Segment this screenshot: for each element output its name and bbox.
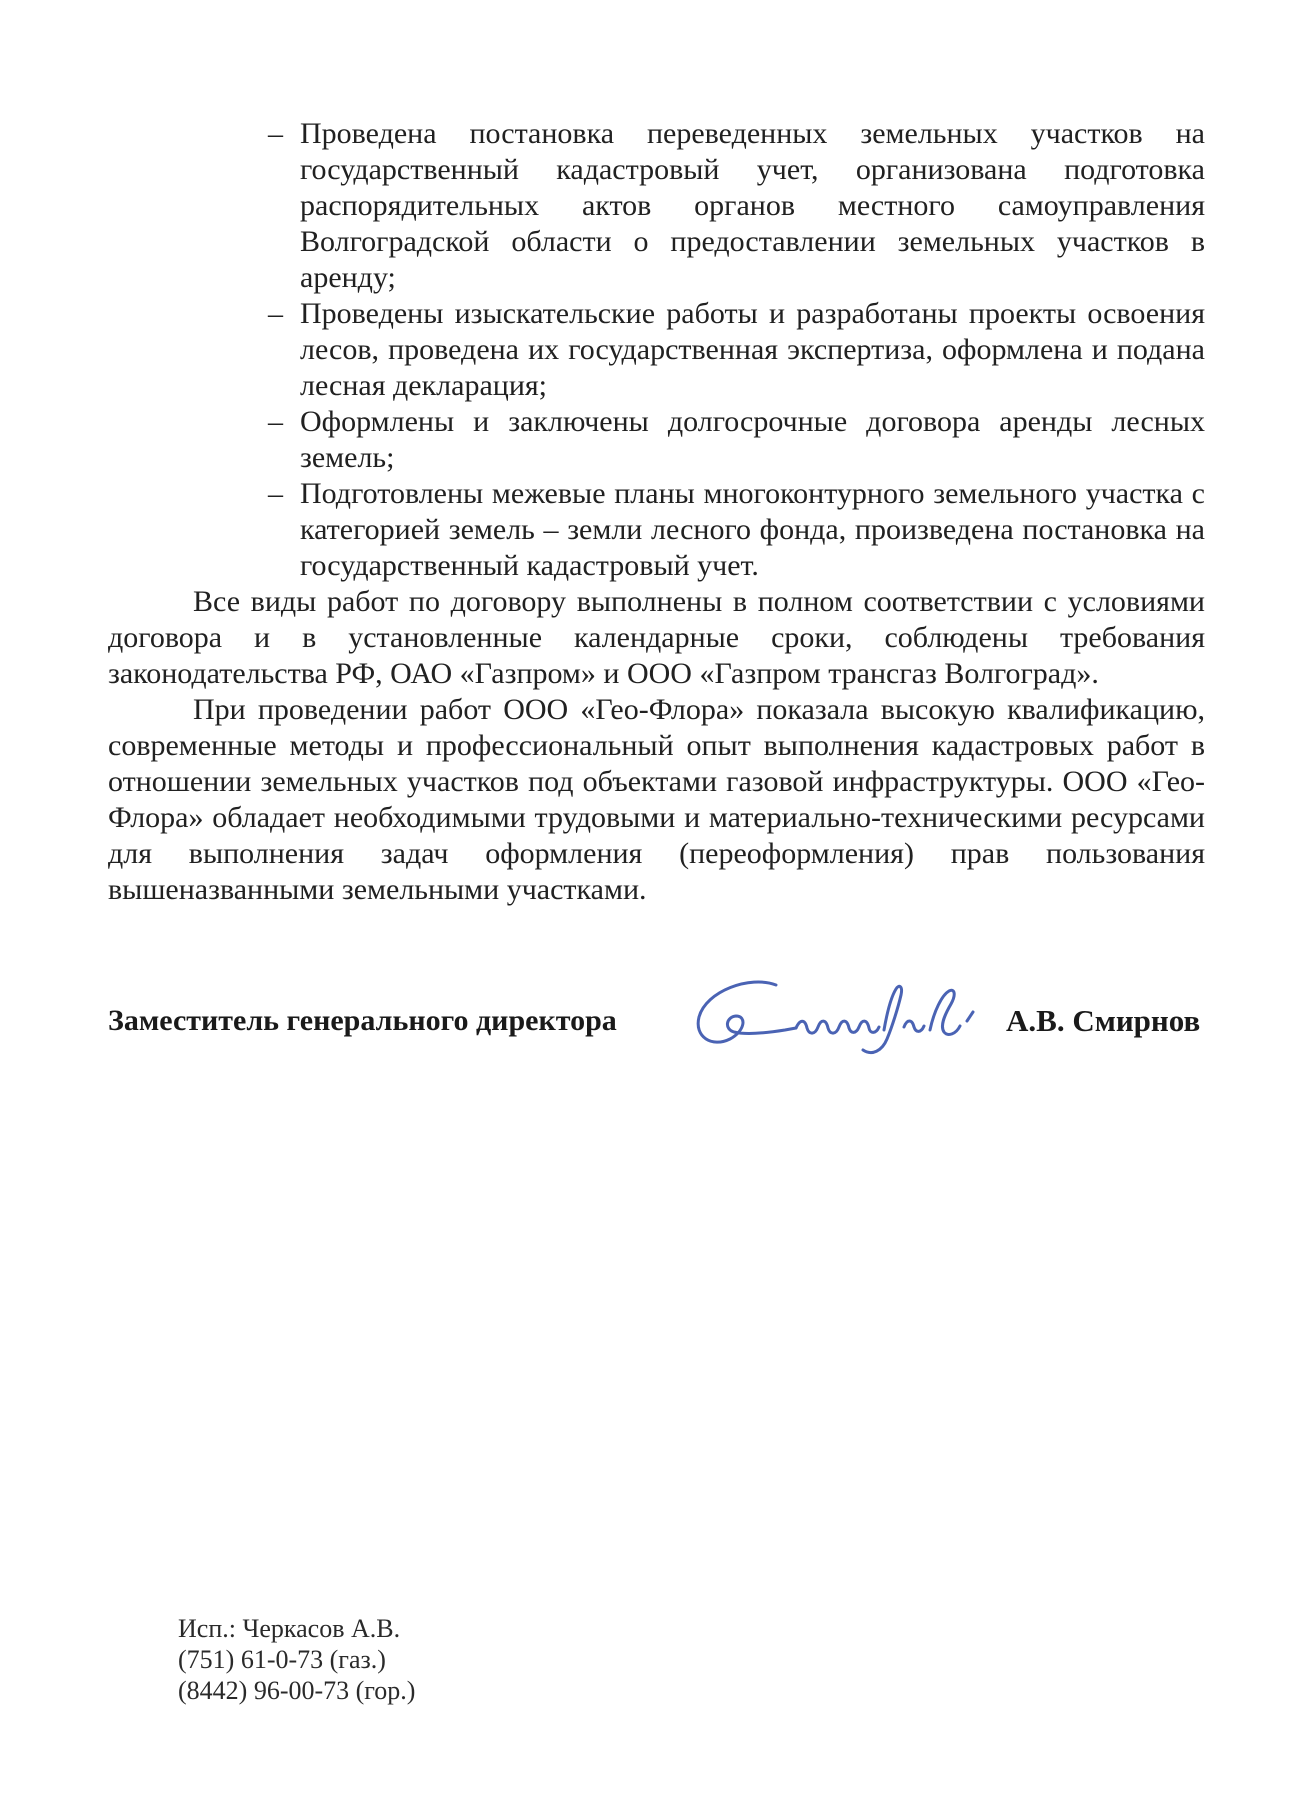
bullet-text: Проведена постановка переведенных земельных участков на государственный кадастровый учет, организована подготовка распорядительных актов органов местного самоуправления Волгоградской области о предоставлении земельных участков в аренду; (300, 117, 1205, 294)
executor-block (178, 1613, 415, 1706)
signature-title: Заместитель генерального директора (108, 1004, 617, 1037)
signature-name: А.В. Смирнов (1006, 1003, 1201, 1038)
dash-bullet-icon: – (268, 405, 283, 438)
bullet-text: Подготовлены межевые планы многоконтурного земельного участка с категорией земель – земли лесного фонда, произведена постановка на государственный кадастровый учет. (300, 477, 1205, 582)
bullet-text: Оформлены и заключены долгосрочные договора аренды лесных земель; (300, 405, 1205, 474)
paragraph-contract-compliance: Все виды работ по договору выполнены в полном соответствии с условиями договора и в установленные календарные сроки, соблюдены требования законодательства РФ, ОАО «Газпром» и ООО «Газпром трансгаз Волгоград». (108, 585, 1205, 690)
dash-bullet-icon: – (268, 297, 283, 330)
list-item (108, 404, 1205, 476)
paragraph-company-qualification: При проведении работ ООО «Гео-Флора» показала высокую квалификацию, современные методы и профессиональный опыт выполнения кадастровых работ в отношении земельных участков под объектами газовой инфраструктуры. ООО «Гео-Флора» обладает необходимыми трудовыми и материально-техническими ресурсами для выполнения задач оформления (переоформления) прав пользования вышеназванными земельными участками. (108, 693, 1205, 906)
dash-bullet-icon: – (268, 477, 283, 510)
executor-name: Исп.: Черкасов А.В. (178, 1614, 401, 1643)
bullet-list (108, 116, 1205, 584)
bullet-text: Проведены изыскательские работы и разработаны проекты освоения лесов, проведена их государственная экспертиза, оформлена и подана лесная декларация; (300, 297, 1205, 402)
list-item (108, 476, 1205, 584)
list-item (108, 296, 1205, 404)
list-item (108, 116, 1205, 296)
executor-phone-gas: (751) 61-0-73 (газ.) (178, 1645, 386, 1674)
document-body (108, 116, 1205, 908)
executor-phone-city: (8442) 96-00-73 (гор.) (178, 1676, 416, 1705)
dash-bullet-icon: – (268, 117, 283, 150)
handwritten-signature (688, 975, 988, 1070)
